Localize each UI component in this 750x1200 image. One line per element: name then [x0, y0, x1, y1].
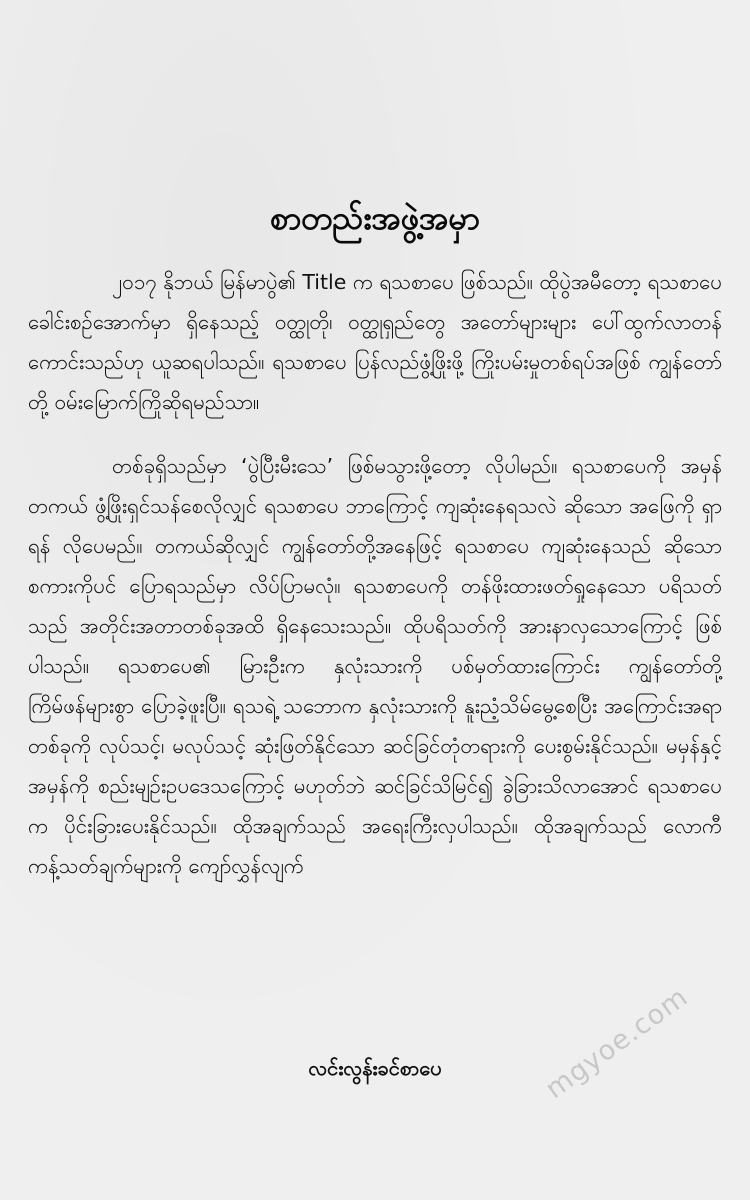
signature: လင်းလွန်းခင်စာပေ [308, 1056, 442, 1080]
page-title: စာတည်းအဖွဲ့အမှာ [270, 199, 480, 237]
paragraph-2: တစ်ခုရှိသည်မှာ ‘ပွဲပြီးမီးသေ’ ဖြစ်မသွားဖို့တော့ လိုပါမည်။ ရသစာပေကို အမှန်တကယ် ဖွံ့ဖြိုးရှင်သန်စေလိုလျှင် ရသစာပေ ဘာကြောင့် ကျဆုံးနေရသလဲ ဆိုသော အဖြေကို ရှာရန် လိုပေမည်။ တကယ်ဆိုလျှင် ကျွန်တော်တို့အနေဖြင့် ရသစာပေ ကျဆုံးနေသည် ဆိုသောစကားကိုပင် ပြောရသည်မှာ လိပ်ပြာမလုံ။ ရသစာပေကို တန်ဖိုးထားဖတ်ရှုနေသော ပရိသတ်သည် အတိုင်းအတာတစ်ခုအထိ ရှိနေသေးသည်။ ထိုပရိသတ်ကို အားနာလှသောကြောင့် ဖြစ်ပါသည်။ ရသစာပေ၏ မြားဦးက နှလုံးသားကို ပစ်မှတ်ထားကြောင်း ကျွန်တော်တို့ ကြိမ်ဖန်များစွာ ပြောခဲ့ဖူးပြီ။ ရသရဲ့ သဘောက နှလုံးသားကို နူးညံ့သိမ်မွေ့စေပြီး အကြောင်းအရာတစ်ခုကို လုပ်သင့်၊ မလုပ်သင့် ဆုံးဖြတ်နိုင်သော ဆင်ခြင်တုံတရားကို ပေးစွမ်းနိုင်သည်။ မမှန်နှင့်အမှန်ကို စည်းမျဉ်းဥပဒေသကြောင့် မဟုတ်ဘဲ ဆင်ခြင်သိမြင်၍ ခွဲခြားသိလာအောင် ရသစာပေက ပိုင်းခြားပေးနိုင်သည်။ ထိုအချက်သည် အရေးကြီးလှပါသည်။ ထိုအချက်သည် လောကီ ကန့်သတ်ချက်များကို ကျော်လွှန်လျက် [28, 454, 722, 878]
paragraph-1: ၂၀၁၇ နိုဘယ် မြန်မာပွဲ၏ Title က ရသစာပေ ဖြစ်သည်။ ထိုပွဲအမီတော့ ရသစာပေခေါင်းစဉ်အောက်မှာ ရှိနေသည့် ဝတ္ထုတို၊ ဝတ္ထုရှည်တွေ အတော်များများ ပေါ်ထွက်လာတန်ကောင်းသည်ဟု ယူဆရပါသည်။ ရသစာပေ ပြန်လည်ဖွံ့ဖြိုးဖို့ ကြိုးပမ်းမှုတစ်ရပ်အဖြစ် ကျွန်တော်တို့ ဝမ်းမြောက်ကြိုဆိုရမည်သာ။ [28, 270, 722, 414]
body-text [28, 262, 722, 886]
watermark: mgyoe.com [540, 981, 694, 1106]
bleed-through-texture [20, 0, 730, 200]
